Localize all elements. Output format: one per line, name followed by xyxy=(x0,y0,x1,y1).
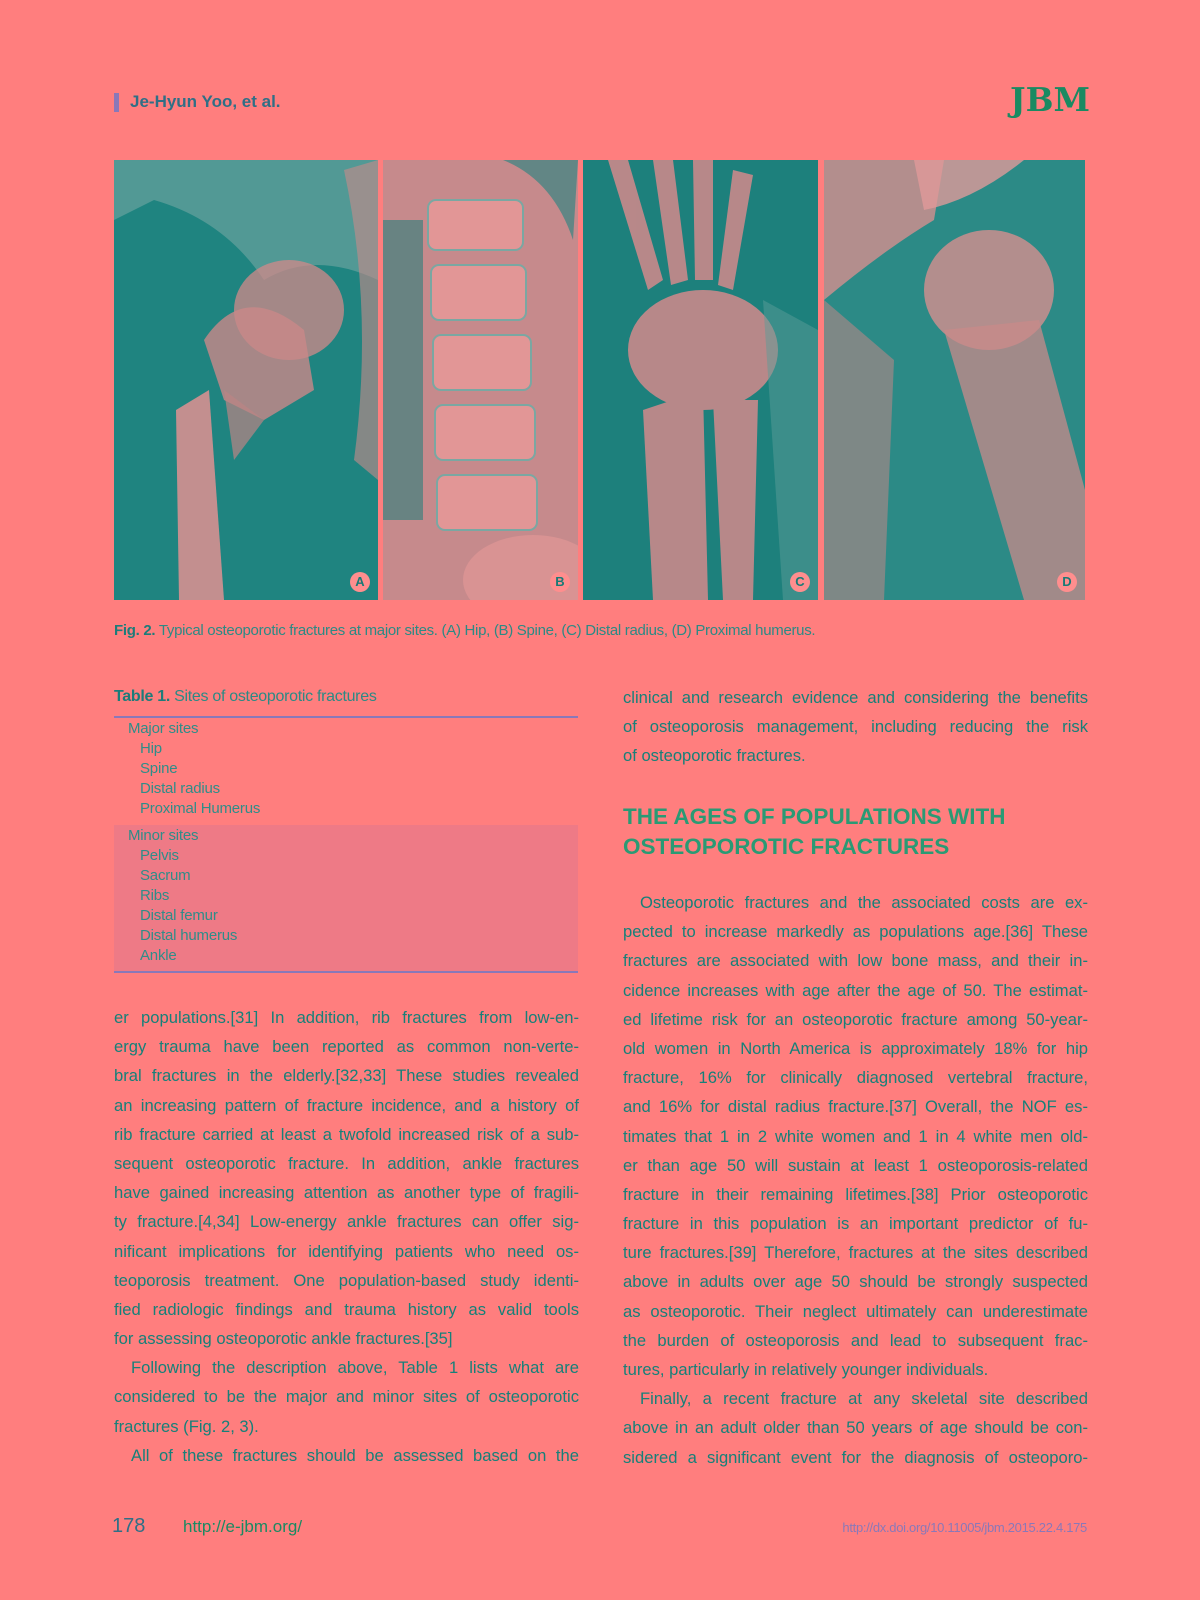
body-line: old women in North America is approximately 18% for hip xyxy=(623,1038,1088,1058)
panel-label-a: A xyxy=(350,572,370,592)
body-line: er than age 50 will sustain at least 1 osteoporosis-related xyxy=(623,1155,1088,1175)
body-line: an increasing pattern of fracture incidence, and a history of xyxy=(114,1095,579,1115)
xray-panel-wrist xyxy=(583,160,818,600)
figure-caption-text: Typical osteoporotic fractures at major sites. (A) Hip, (B) Spine, (C) Distal radius, (D) Proximal humerus. xyxy=(158,622,816,639)
table-title xyxy=(114,688,377,706)
section-heading-line: OSTEOPOROTIC FRACTURES xyxy=(623,834,950,859)
table-row: Ribs xyxy=(140,887,170,904)
body-line: fied radiologic findings and trauma history as valid tools xyxy=(114,1299,579,1319)
table-row: Sacrum xyxy=(140,867,191,884)
body-line: fractures are associated with low bone mass, and their in- xyxy=(623,951,1088,971)
table-row: Distal humerus xyxy=(140,927,238,944)
table-minor-heading: Minor sites xyxy=(128,827,199,844)
xray-panel-hip xyxy=(114,160,378,600)
table-top-rule xyxy=(114,716,578,718)
body-line: have gained increasing attention as another type of fragili- xyxy=(114,1183,579,1203)
table-row: Proximal Humerus xyxy=(140,800,261,817)
body-line: pected to increase markedly as populations age.[36] These xyxy=(623,922,1088,942)
body-line: fractures (Fig. 2, 3). xyxy=(114,1416,259,1436)
table-label: Table 1. xyxy=(114,688,170,705)
body-line: as osteoporotic. Their neglect ultimately can underestimate xyxy=(623,1301,1088,1321)
section-heading-line: THE AGES OF POPULATIONS WITH xyxy=(623,804,1006,829)
body-line: All of these fractures should be assessed based on the xyxy=(131,1445,579,1465)
shoulder-xray-image xyxy=(824,160,1085,600)
journal-url-link[interactable]: http://e-jbm.org/ xyxy=(183,1517,303,1536)
body-line: of osteoporotic fractures. xyxy=(623,746,806,766)
body-line: for assessing osteoporotic ankle fractures.[35] xyxy=(114,1329,453,1349)
header-accent-bar xyxy=(114,93,119,112)
body-line: Following the description above, Table 1 lists what are xyxy=(131,1358,579,1378)
table-title-text: Sites of osteoporotic fractures xyxy=(174,688,377,705)
body-line: timates that 1 in 2 white women and 1 in 4 white men old- xyxy=(623,1126,1088,1146)
figure-caption xyxy=(114,622,815,639)
body-line: and 16% for distal radius fracture.[37] Overall, the NOF es- xyxy=(623,1097,1088,1117)
spine-xray-image xyxy=(383,160,578,600)
body-line: er populations.[31] In addition, rib fractures from low-en- xyxy=(114,1008,579,1027)
body-line: nificant implications for identifying patients who need os- xyxy=(114,1241,579,1261)
table-row: Pelvis xyxy=(140,847,179,864)
section-heading xyxy=(623,802,1006,862)
panel-label-d: D xyxy=(1057,572,1077,592)
panel-label-b: B xyxy=(550,572,570,592)
body-line: tures, particularly in relatively younger individuals. xyxy=(623,1360,989,1379)
body-line: teoporosis treatment. One population-based study identi- xyxy=(114,1270,579,1290)
xray-panel-shoulder xyxy=(824,160,1085,600)
body-line: fracture, 16% for clinically diagnosed vertebral fracture, xyxy=(623,1068,1088,1088)
journal-logo: JBM xyxy=(1009,80,1090,119)
left-body-column xyxy=(114,1003,579,1470)
body-line: Finally, a recent fracture at any skeletal site described xyxy=(640,1389,1088,1409)
body-line: fracture in this population is an important predictor of fu- xyxy=(623,1214,1088,1234)
body-line: sidered a significant event for the diagnosis of osteoporo- xyxy=(623,1447,1088,1467)
page-number: 178 xyxy=(112,1515,146,1537)
body-line: fracture in their remaining lifetimes.[38] Prior osteoporotic xyxy=(623,1184,1088,1204)
body-line: ergy trauma have been reported as common non-verte- xyxy=(114,1037,579,1057)
running-head-author: Je-Hyun Yoo, et al. xyxy=(130,92,281,111)
body-line: of osteoporosis management, including reducing the risk xyxy=(623,717,1088,737)
body-line: rib fracture carried at least a twofold increased risk of a sub- xyxy=(114,1124,579,1144)
table-row: Distal femur xyxy=(140,907,218,924)
body-line: bral fractures in the elderly.[32,33] These studies revealed xyxy=(114,1066,579,1086)
body-line: sequent osteoporotic fracture. In addition, ankle fractures xyxy=(114,1153,579,1173)
body-line: above in an adult older than 50 years of age should be con- xyxy=(623,1418,1088,1438)
body-line: clinical and research evidence and considering the benefits xyxy=(623,688,1088,707)
body-line: cidence increases with age after the age of 50. The estimat- xyxy=(623,980,1088,1000)
body-line: ed lifetime risk for an osteoporotic fracture among 50-year- xyxy=(623,1009,1088,1029)
figure-caption-label: Fig. 2. xyxy=(114,622,156,639)
body-line: above in adults over age 50 should be strongly suspected xyxy=(623,1272,1088,1292)
right-body-column-top xyxy=(623,683,1088,771)
doi-link[interactable]: http://dx.doi.org/10.11005/jbm.2015.22.4.175 xyxy=(842,1520,1087,1535)
wrist-xray-image xyxy=(583,160,818,600)
table-major-heading: Major sites xyxy=(128,720,199,737)
table-row: Spine xyxy=(140,760,178,777)
body-line: ty fracture.[4,34] Low-energy ankle fractures can offer sig- xyxy=(114,1212,579,1232)
table-bottom-rule xyxy=(114,971,578,973)
panel-label-c: C xyxy=(790,572,810,592)
table-row: Distal radius xyxy=(140,780,220,797)
xray-panel-spine xyxy=(383,160,578,600)
right-body-column xyxy=(623,888,1088,1472)
table-row: Hip xyxy=(140,740,162,757)
hip-xray-image xyxy=(114,160,378,600)
body-line: Osteoporotic fractures and the associated costs are ex- xyxy=(640,893,1088,912)
body-line: considered to be the major and minor sites of osteoporotic xyxy=(114,1387,579,1407)
table-minor-section-shading xyxy=(114,825,578,971)
body-line: ture fractures.[39] Therefore, fractures at the sites described xyxy=(623,1243,1088,1263)
body-line: the burden of osteoporosis and lead to subsequent frac- xyxy=(623,1330,1088,1350)
table-row: Ankle xyxy=(140,947,177,964)
